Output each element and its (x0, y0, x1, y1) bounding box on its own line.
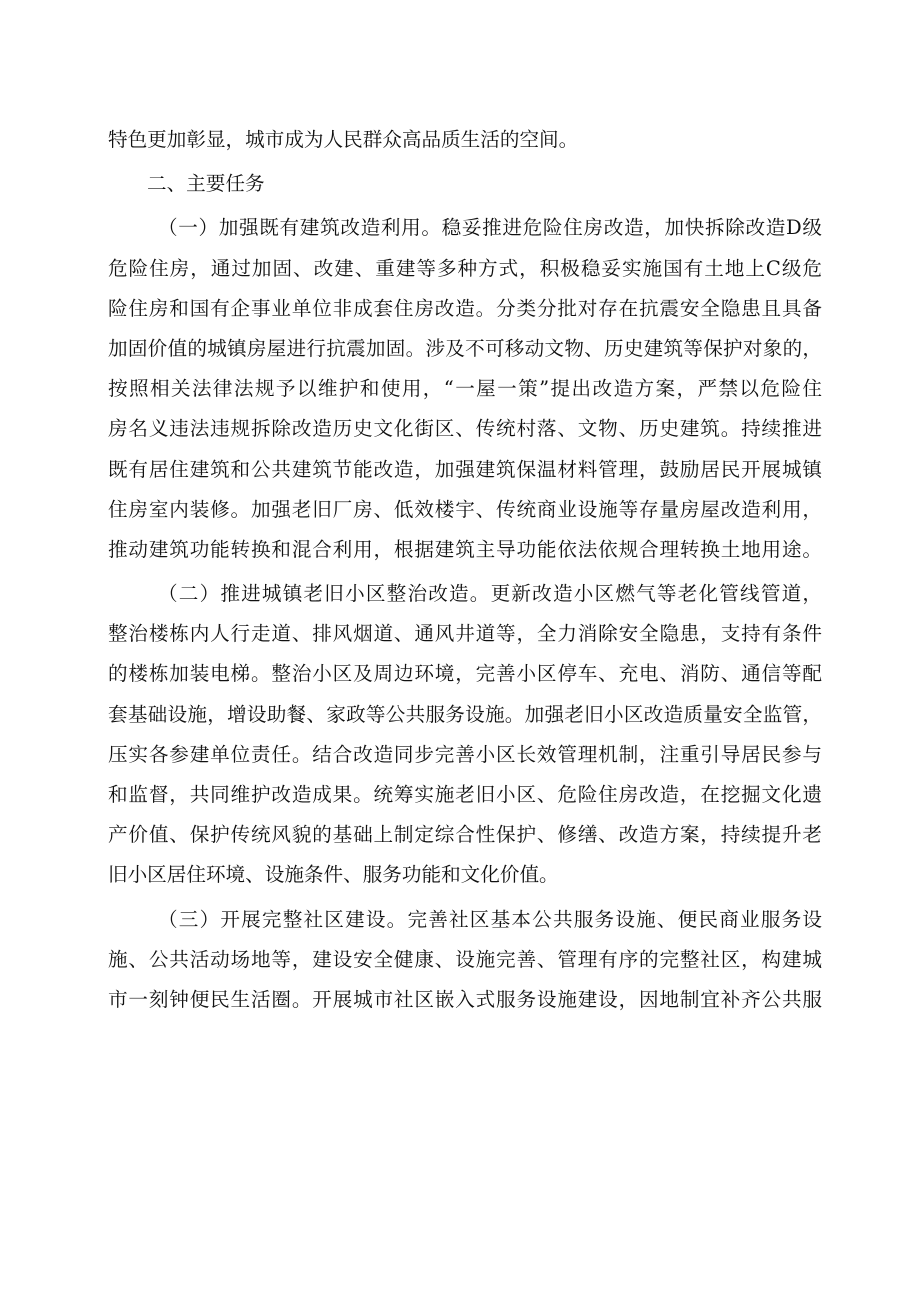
text-line: 住房室内装修。加强老旧厂房、低效楼宇、传统商业设施等存量房屋改造利用， (108, 497, 822, 521)
text-line: 和监督，共同维护改造成果。统筹实施老旧小区、危险住房改造，在挖掘文化遗 (108, 783, 822, 806)
text-line: 压实各参建单位责任。结合改造同步完善小区长效管理机制，注重引导居民参与 (108, 742, 822, 766)
document-page (108, 120, 822, 1020)
text-line: 险住房和国有企事业单位非成套住房改造。分类分批对存在抗震安全隐患且具备 (108, 296, 822, 320)
text-line: 市一刻钟便民生活圈。开展城市社区嵌入式服务设施建设，因地制宜补齐公共服 (108, 987, 822, 1011)
text-line: 推动建筑功能转换和混合利用，根据建筑主导功能依法依规合理转换土地用途。 (108, 537, 822, 561)
text-line: 按照相关法律法规予以维护和使用，“一屋一策”提出改造方案，严禁以危险住 (108, 377, 822, 401)
text-line: 施、公共活动场地等，建设安全健康、设施完善、管理有序的完整社区，构建城 (108, 947, 822, 971)
text-line: （二）推进城镇老旧小区整治改造。更新改造小区燃气等老化管线管道， (158, 582, 822, 606)
text-line: 加固价值的城镇房屋进行抗震加固。涉及不可移动文物、历史建筑等保护对象的， (108, 336, 822, 360)
section-heading (108, 164, 822, 204)
text-line: 的楼栋加装电梯。整治小区及周边环境，完善小区停车、充电、消防、通信等配 (108, 662, 822, 686)
text-line: 既有居住建筑和公共建筑节能改造，加强建筑保温材料管理，鼓励居民开展城镇 (108, 457, 822, 481)
text-line: 危险住房，通过加固、改建、重建等多种方式，积极稳妥实施国有土地上C级危 (108, 256, 822, 280)
text-line: 整治楼栋内人行走道、排风烟道、通风井道等，全力消除安全隐患，支持有条件 (108, 622, 822, 646)
paragraph-task-2 (108, 574, 822, 896)
paragraph-task-3 (108, 900, 822, 1021)
paragraph-task-1 (108, 208, 822, 570)
text-line: 套基础设施，增设助餐、家政等公共服务设施。加强老旧小区改造质量安全监管， (108, 702, 822, 726)
text-line: 特色更加彰显，城市成为人民群众高品质生活的空间。 (108, 128, 579, 151)
text-line: 产价值、保护传统风貌的基础上制定综合性保护、修缮、改造方案，持续提升老 (108, 823, 822, 847)
paragraph-intro-end (108, 120, 822, 160)
text-line: 房名义违法违规拆除改造历史文化街区、传统村落、文物、历史建筑。持续推进 (108, 417, 822, 441)
text-line: （三）开展完整社区建设。完善社区基本公共服务设施、便民商业服务设 (158, 907, 822, 931)
section-title: 二、主要任务 (147, 172, 265, 196)
text-line: 旧小区居住环境、设施条件、服务功能和文化价值。 (108, 863, 559, 887)
text-line: （一）加强既有建筑改造利用。稳妥推进危险住房改造，加快拆除改造D级 (158, 216, 822, 240)
